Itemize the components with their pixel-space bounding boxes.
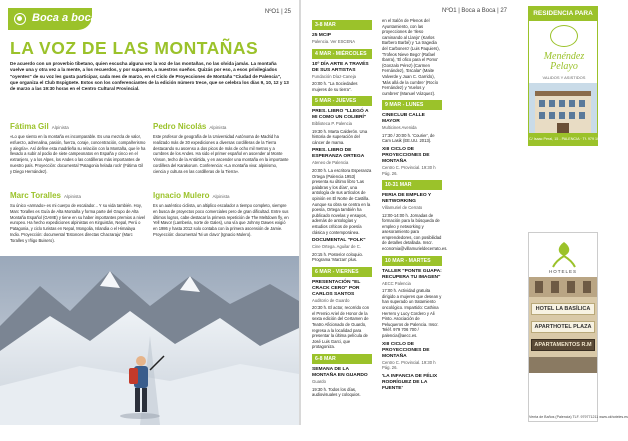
event-place: Fundación Díaz-Caneja <box>312 73 356 79</box>
event-1 <box>312 20 372 45</box>
event-title: PRES. LIBRO DE ESPERANZA ORTEGA <box>312 148 365 160</box>
profile-pedro-nicolas <box>153 122 289 175</box>
profile-bio: Es un auténtico ciclista, un altiplico escalador a tiempo completo, siempre en busca de proyectos poco comerciales pero de gran dificultad. Entre sus últimos logros, cabe destacar la primera repetición de The Meltdown fly, en Yell Mavor (Lamberia, norte de Gales), una vía que Johnny Dawes exigió en 1986 y hasta 2012 solo contaba con la primera ascensión de Jamie. Proyección: documental 'Ni un clavo' (Ignacio Mulero). <box>153 203 289 237</box>
ok-hoteles-logo-icon <box>549 239 579 269</box>
section-tag-label: Boca a boca <box>32 12 97 24</box>
event-12 <box>382 342 442 371</box>
profile-name <box>153 191 289 200</box>
event-description: en el Salón de Plenos del Ayuntamiento, con las proyecciones de 'Ileso caminando al Llanjo' (Karlos Barbero Barbé) y 'La tragedia del Carbonero' (Luis Paquiers), 'Trofeos Nieve Bego' (Rafael Ibarra), 'El ofico para el Pomo' (Gonzalo Pérez) (Carmen Fernández), 'Escalar' (Maite Valverde y Juan C. Garrido), 'Más allá de la cumbre' (Rocío Fernández) y 'Vuelos y cumbres' (Manuel Vázquez). <box>382 18 440 96</box>
ad-brand-line-2: Pelayo <box>550 61 578 72</box>
event-continued <box>382 18 442 96</box>
event-title: FERIA DE EMPLEO Y NETWORKING <box>382 193 432 204</box>
event-title: XIII CICLO DE PROYECCIONES DE MONTAÑA <box>382 147 430 164</box>
event-3 <box>312 96 372 145</box>
event-11 <box>382 256 442 339</box>
agenda-column-1 <box>312 16 372 441</box>
event-place: Auditorio de Guardo <box>312 297 350 303</box>
event-title: PRESENTACIÓN "EL CRACK CERO" POR CARLOS SANTOS <box>312 279 361 297</box>
right-page <box>301 0 628 425</box>
event-9 <box>382 147 442 176</box>
event-description: 19:30 h. Marta Calderón. Una historia de superación del cáncer de mama. <box>312 128 368 145</box>
event-title: 10º DÍA ARTE A TRAVÉS DE SUS ARTISTAS <box>312 61 369 73</box>
event-description: 17:00 h. Actividad gratuita dirigido a mujeres que desean y han superado un tratamiento oncológico. Impartido: Cathina Herrero y Lucy Cordero y Ali Pinto. Asociación de Peluqueros de Palencia. Inscr. Teléf. 979 706 700 / palencia@aecc.es. <box>382 288 442 338</box>
event-7 <box>312 354 372 398</box>
event-description: 20:00 h. "La Sociedades mujeres de su tierra". <box>312 81 358 92</box>
ad-brand-line-1: Menéndez <box>543 51 585 62</box>
event-place: Centro C. Provincial. 19:30 h Pág. 26. <box>382 165 436 176</box>
apartments-sign: APARTAMENTOS R.M <box>531 339 595 351</box>
ad-subtitle: VALIDOS Y ASISTIDOS <box>542 75 586 80</box>
event-place: Centro C. Provincial. 19:30 h Pág. 26. <box>382 359 436 370</box>
profile-role: Alpinista <box>63 194 81 199</box>
event-place: Villamuriel de Cerrato <box>382 205 423 210</box>
hotel-sign: HOTEL LA BASÍLICA <box>531 303 595 315</box>
event-date-bar: 3-8 MAR <box>312 20 372 30</box>
ad-brand <box>531 52 597 72</box>
profile-marc-toralles <box>10 191 146 244</box>
profile-name-text: Pedro Nicolás <box>153 122 207 131</box>
mountain-photo-illustration <box>0 256 299 425</box>
event-title: TALLER "PONTE GUAPA: RECUPERA TU IMAGEN" <box>382 268 442 280</box>
profile-fatima-gil <box>10 122 146 175</box>
event-date-bar: 6 MAR - VIERNES <box>312 267 372 277</box>
event-date-bar: 5 MAR - JUEVES <box>312 96 372 106</box>
page-folio-right: NºO1 | Boca a Boca | 27 <box>442 8 508 14</box>
event-place: Multicines Avenida <box>382 125 417 131</box>
ad-footer: Venta de Baños (Palencia) TLF. 979771211 www.okhoteles.es <box>529 415 628 419</box>
article-title: LA VOZ DE LAS MONTAÑAS <box>10 38 259 58</box>
ad-ok-hoteles <box>528 232 628 422</box>
page-folio-left: NºO1 | 25 <box>264 9 291 15</box>
event-13 <box>382 374 442 392</box>
profile-role: Alpinista <box>51 125 69 130</box>
profile-bio: Su único «armado» es mi cuerpo de escalador... Y su vida también. Hoy, Marc Toralles es Guía de Alta Montaña y forma parte del Grupo de Alta Montaña Español (GAME) y tiene en su haber importantes premios a nivel europeo. Ha hecho expediciones alpinistas en Kirguistán, Nepal, Perú o Patagonia, y ciclo turistas en Nepal, Mongolia, Islandia o el Himalaya Indio. Proyección: documental 'Estonces directas Chacraraju' (Marc Toralles y Iñigo Buisero). <box>10 203 145 243</box>
event-description: 19:30 h. Todos los días, audiovisuales y coloquios. <box>312 386 361 398</box>
event-date-bar: 6-8 MAR <box>312 354 372 364</box>
event-title: 'LA INFANCIA DE FÉLIX RODRÍGUEZ DE LA FUENTE' <box>382 373 438 391</box>
left-page <box>0 0 299 425</box>
event-title: DOCUMENTAL "FOLK" <box>312 238 366 244</box>
profile-name <box>10 191 146 200</box>
event-8 <box>382 100 442 144</box>
ad-residencia-menendez-pelayo <box>528 6 610 146</box>
event-place: Guardo <box>312 379 326 385</box>
event-title: SEMANA DE LA MONTAÑA EN GUARDO <box>312 367 368 379</box>
profile-bio: Este profesor de geografía de la Universidad Autónoma de Madrid ha realizado más de 30 expediciones a diversas cordilleras de la Tierra destacando su ascenso a dos picos de más de ocho mil metros y a cumbres de los Andes. Ha sido el primer español en ascender al Monte Vinson, techo de la Antártida, y en ascender una montaña en la importante cordillera del Karakorum. Conferencia: «La montaña viva: alpinismo, ciencia y cultura en las cordilleras de la Tierra». <box>153 134 289 174</box>
event-date-bar: 10 MAR - MARTES <box>382 256 442 266</box>
event-10 <box>382 180 448 252</box>
event-title: XIII CICLO DE PROYECCIONES DE MONTAÑA <box>382 341 430 359</box>
event-title: CINECLUB CALLE MAYOR <box>382 113 425 125</box>
ad-header: RESIDENCIA PARA MAYORES <box>529 7 597 21</box>
profile-name-text: Ignacio Mulero <box>153 191 210 200</box>
event-date-bar: 4 MAR - MIÉRCOLES <box>312 49 372 59</box>
event-place: Palencia. Ver ESCENA <box>312 39 356 44</box>
aparthotel-sign: APARTHOTEL PLAZA <box>531 321 595 333</box>
event-description: 20:00 h. La escritora Esperanza Ortega (Palencia 1953) presenta su último libro 'Las palabras y los días', una antología de sus artículos de opinión en El Norte de Castilla. Aunque su obra se centra en la poesía, Ortega también ha publicado novelas y ensayos, además de antologías y estudios críticos de poesía clásica y contemporánea. <box>312 167 372 235</box>
event-5 <box>312 238 372 263</box>
event-description: 20:15 h. Posterior coloquio. Programa 'Marzan' plus. <box>312 251 363 263</box>
profile-name-text: Fátima Gil <box>10 122 49 131</box>
event-title: 25 MCIP <box>312 33 332 38</box>
event-place: Ateneo de Palencia <box>312 160 349 166</box>
profile-name <box>10 122 146 131</box>
event-description: 20:30 h. El actor, recorrido con el Premio Ariel de Honor de la sexta edición del Certamen de Teatro Aficionado de Guardo, regresa a la localidad para presentar la última película de José Luis Garci, que protagoniza. <box>312 305 370 350</box>
ad-brand: HOTELES <box>548 269 577 274</box>
event-description: 12:00-14:00 h. Jornadas de formación para la búsqueda de empleo y networking y asesoramiento para emprendedores, con posibilidad de detalles detallada. Inscr. economia@villamurieldecerrato.es. <box>382 212 448 252</box>
profile-name <box>153 122 289 131</box>
profile-role: Alpinista <box>209 125 227 130</box>
event-2 <box>312 49 372 93</box>
event-6 <box>312 267 372 350</box>
event-4 <box>312 148 372 235</box>
event-title: PRES. LIBRO "LLEGÓ A MI COMO UN COLIBRÍ" <box>312 109 369 121</box>
event-place: AECC Palencia <box>382 280 411 286</box>
event-date-bar: 10-31 MAR <box>382 180 442 190</box>
hotel-facade-photo <box>529 277 597 373</box>
ad-address: C/ Isaac Peral, 15 - PALENCIA · Tf. 979 10 10 54 <box>529 133 597 145</box>
profile-role: Alpinista <box>212 194 230 199</box>
profile-name-text: Marc Toralles <box>10 191 61 200</box>
profile-bio: «Lo que siento en la montaña es incomparable. Es una mezcla de valor, esfuerzo, adrenalina, pasión, fuerza, coraje, concentración, compañerismo y alegría». Así define esta madrileña su relación con la Montaña, que le ha llevado a subir al podio de siete campeonatos en España y cinco en el extranjero, y a los Alpes, los Andes o las cordilleras más importantes de nuestro país. Proyección: documental 'Patagonia helada rock' (Fátima Gil y Diego Hernández). <box>10 134 146 174</box>
event-place: Biblioteca P. Palencia <box>312 121 352 127</box>
section-tag <box>8 8 97 30</box>
speech-bubble-icon <box>14 13 26 25</box>
event-description: 17:30 / 20:00 h. 'Courier', de Cam Lasik (EE.UU. 2013). <box>382 132 435 144</box>
building-photo <box>529 83 597 133</box>
profile-ignacio-mulero <box>153 191 289 238</box>
agenda-column-2 <box>382 16 448 441</box>
mountain-climber-photo <box>0 256 299 425</box>
event-date-bar: 9 MAR - LUNES <box>382 100 442 110</box>
event-place: Cine Ortega. Aguilar de C. <box>312 244 361 250</box>
article-lead: De acuerdo con un proverbio tibetano, quien escucha alguna vez la voz de las montañas, no las olvida jamás. La montaña vuelve una y otra vez a la mente, a los recuerdos, y por supuesto, a nuestros sueños. Quizás por eso, a esos privilegiados "oyentes" de su voz les gusta participar, cada mes de marzo, en el Ciclo de Proyecciones de Montaña "Ciudad de Palencia", que organiza el Club Espigüete. Estos son los conferenciantes de la edición número trece, que se celebra los días 9, 10, 12 y 13 de marzo a las 19:30 horas en el Centro Cultural Provincial. <box>10 61 289 92</box>
residence-logo-icon <box>550 25 578 47</box>
